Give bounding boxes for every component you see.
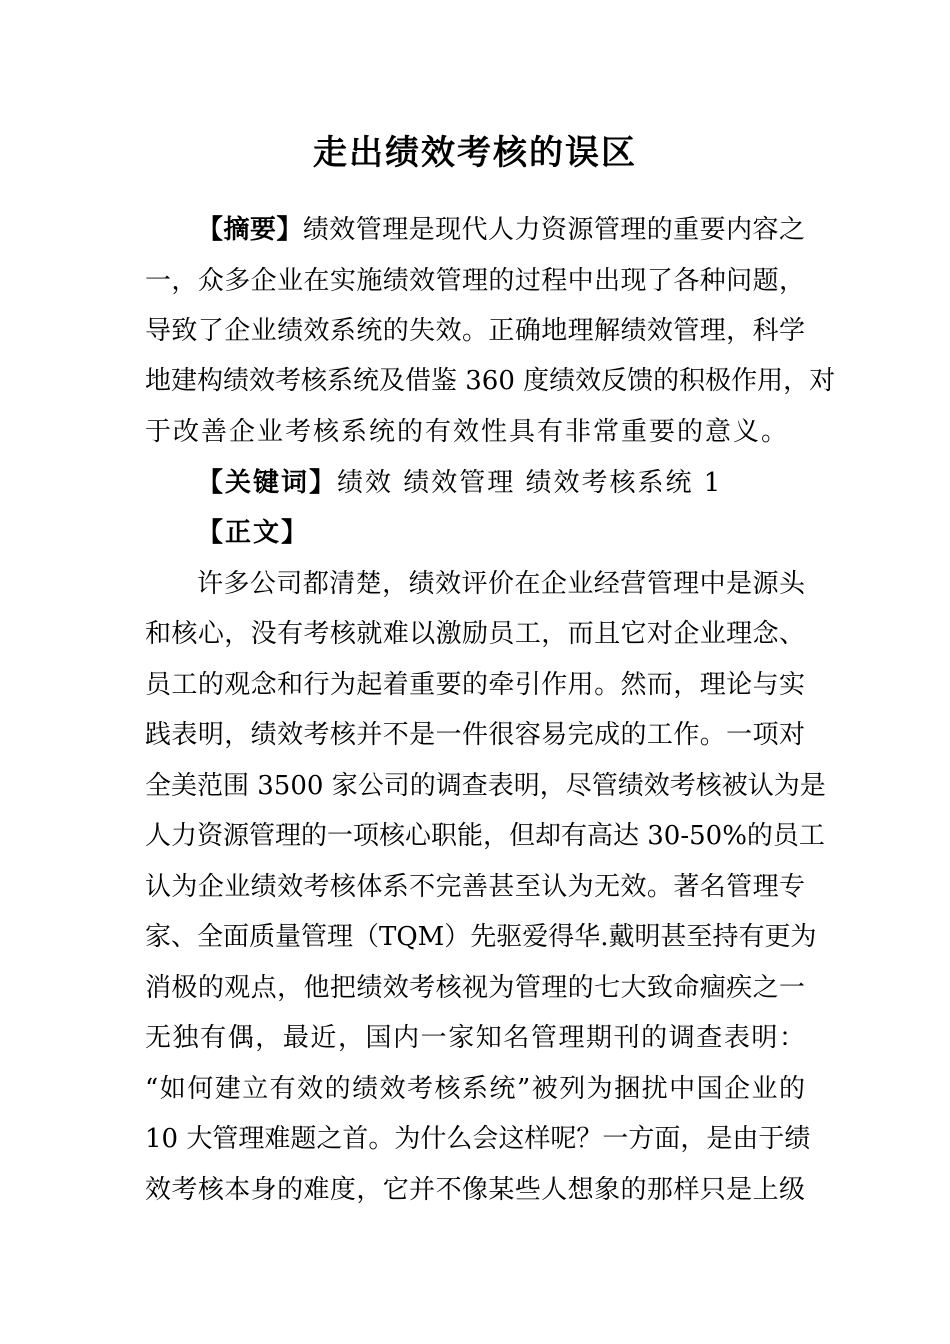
abstract-line-1 — [197, 205, 805, 255]
body-line-13: 效考核本身的难度，它并不像某些人想象的那样只是上级 — [145, 1175, 805, 1205]
body-line-11: “如何建立有效的绩效考核系统”被列为捆扰中国企业的 — [145, 1074, 805, 1104]
body-line-9: 消极的观点，他把绩效考核视为管理的七大致命痼疾之一 — [145, 973, 805, 1003]
body-line-3: 员工的观念和行为起着重要的牵引作用。然而，理论与实 — [145, 670, 805, 700]
keywords-text: 绩效 绩效管理 绩效考核系统 1 — [337, 468, 723, 498]
body-line-7: 认为企业绩效考核体系不完善甚至认为无效。著名管理专 — [145, 872, 805, 902]
abstract-line-4: 地建构绩效考核系统及借鉴 360 度绩效反馈的积极作用，对 — [145, 366, 836, 396]
body-line-5: 全美范围 3500 家公司的调查表明，尽管绩效考核被认为是 — [145, 771, 826, 801]
keywords-label: 【关键词】 — [197, 468, 338, 498]
abstract-line-2: 一，众多企业在实施绩效管理的过程中出现了各种问题， — [145, 266, 805, 296]
body-line-8: 家、全面质量管理（TQM）先驱爱得华.戴明甚至持有更为 — [145, 922, 817, 952]
keywords-line — [197, 458, 805, 508]
abstract-label: 【摘要】 — [197, 215, 303, 245]
body-line-4: 践表明，绩效考核并不是一件很容易完成的工作。一项对 — [145, 720, 805, 750]
body-line-12: 10 大管理难题之首。为什么会这样呢？一方面，是由于绩 — [145, 1124, 811, 1154]
body-line-1: 许多公司都清楚，绩效评价在企业经营管理中是源头 — [197, 569, 805, 599]
body-line-6: 人力资源管理的一项核心职能，但却有高达 30-50%的员工 — [145, 821, 825, 851]
body-label: 【正文】 — [197, 518, 310, 548]
abstract-line-3: 导致了企业绩效系统的失效。正确地理解绩效管理，科学 — [145, 316, 805, 346]
body-line-10: 无独有偶，最近，国内一家知名管理期刊的调查表明： — [145, 1023, 805, 1053]
abstract-text: 绩效管理是现代人力资源管理的重要内容之 — [302, 215, 805, 245]
document-title: 走出绩效考核的误区 — [313, 133, 637, 173]
body-line-2: 和核心，没有考核就难以激励员工，而且它对企业理念、 — [145, 619, 805, 649]
abstract-line-5: 于改善企业考核系统的有效性具有非常重要的意义。 — [145, 417, 790, 447]
